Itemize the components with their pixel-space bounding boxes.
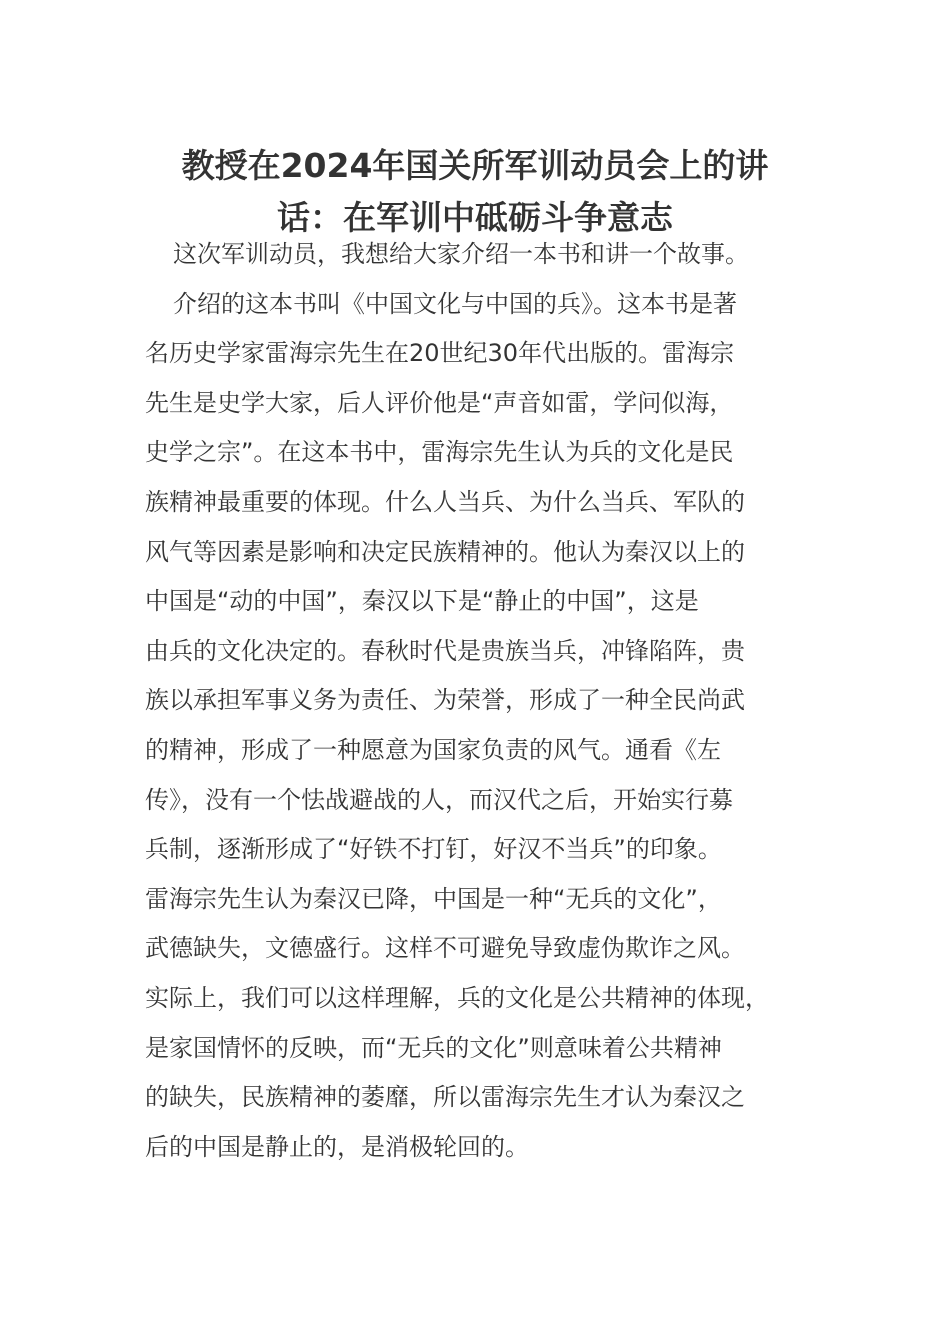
title-line-1: 教授在2024年国关所军训动员会上的讲 <box>181 146 769 185</box>
text-line: 名历史学家雷海宗先生在20世纪30年代出版的。雷海宗 <box>145 339 735 368</box>
text-line: 传》，没有一个怯战避战的人，而汉代之后，开始实行募 <box>145 785 733 814</box>
text-line: 这次军训动员，我想给大家介绍一本书和讲一个故事。 <box>173 240 749 268</box>
paragraph-1 <box>145 230 805 280</box>
text-line: 的缺失，民族精神的萎靡，所以雷海宗先生才认为秦汉之 <box>145 1083 745 1112</box>
text-line: 中国是“动的中国”，秦汉以下是“静止的中国”，这是 <box>145 587 699 616</box>
text-line: 族精神最重要的体现。什么人当兵、为什么当兵、军队的 <box>145 487 745 516</box>
document-title <box>145 140 805 244</box>
text-line: 雷海宗先生认为秦汉已降，中国是一种“无兵的文化”， <box>145 884 722 913</box>
text-line: 由兵的文化决定的。春秋时代是贵族当兵，冲锋陷阵，贵 <box>145 636 745 665</box>
text-line: 的精神，形成了一种愿意为国家负责的风气。通看《左 <box>145 735 721 764</box>
title-line-2: 话：在军训中砥砺斗争意志 <box>277 198 673 237</box>
text-line: 史学之宗”。在这本书中，雷海宗先生认为兵的文化是民 <box>145 438 734 467</box>
text-line: 风气等因素是影响和决定民族精神的。他认为秦汉以上的 <box>145 537 745 566</box>
document-body <box>145 230 805 1172</box>
text-line: 武德缺失，文德盛行。这样不可避免导致虚伪欺诈之风。 <box>145 934 745 963</box>
text-line: 兵制，逐渐形成了“好铁不打钉，好汉不当兵”的印象。 <box>145 835 722 864</box>
text-line: 介绍的这本书叫《中国文化与中国的兵》。这本书是著 <box>173 289 737 318</box>
paragraph-2 <box>145 280 805 1173</box>
text-line: 是家国情怀的反映，而“无兵的文化”则意味着公共精神 <box>145 1033 722 1062</box>
text-line: 先生是史学大家，后人评价他是“声音如雷，学问似海， <box>145 388 734 417</box>
text-line: 族以承担军事义务为责任、为荣誉，形成了一种全民尚武 <box>145 686 745 715</box>
text-line: 后的中国是静止的，是消极轮回的。 <box>145 1132 529 1161</box>
text-line: 实际上，我们可以这样理解，兵的文化是公共精神的体现， <box>145 983 769 1012</box>
